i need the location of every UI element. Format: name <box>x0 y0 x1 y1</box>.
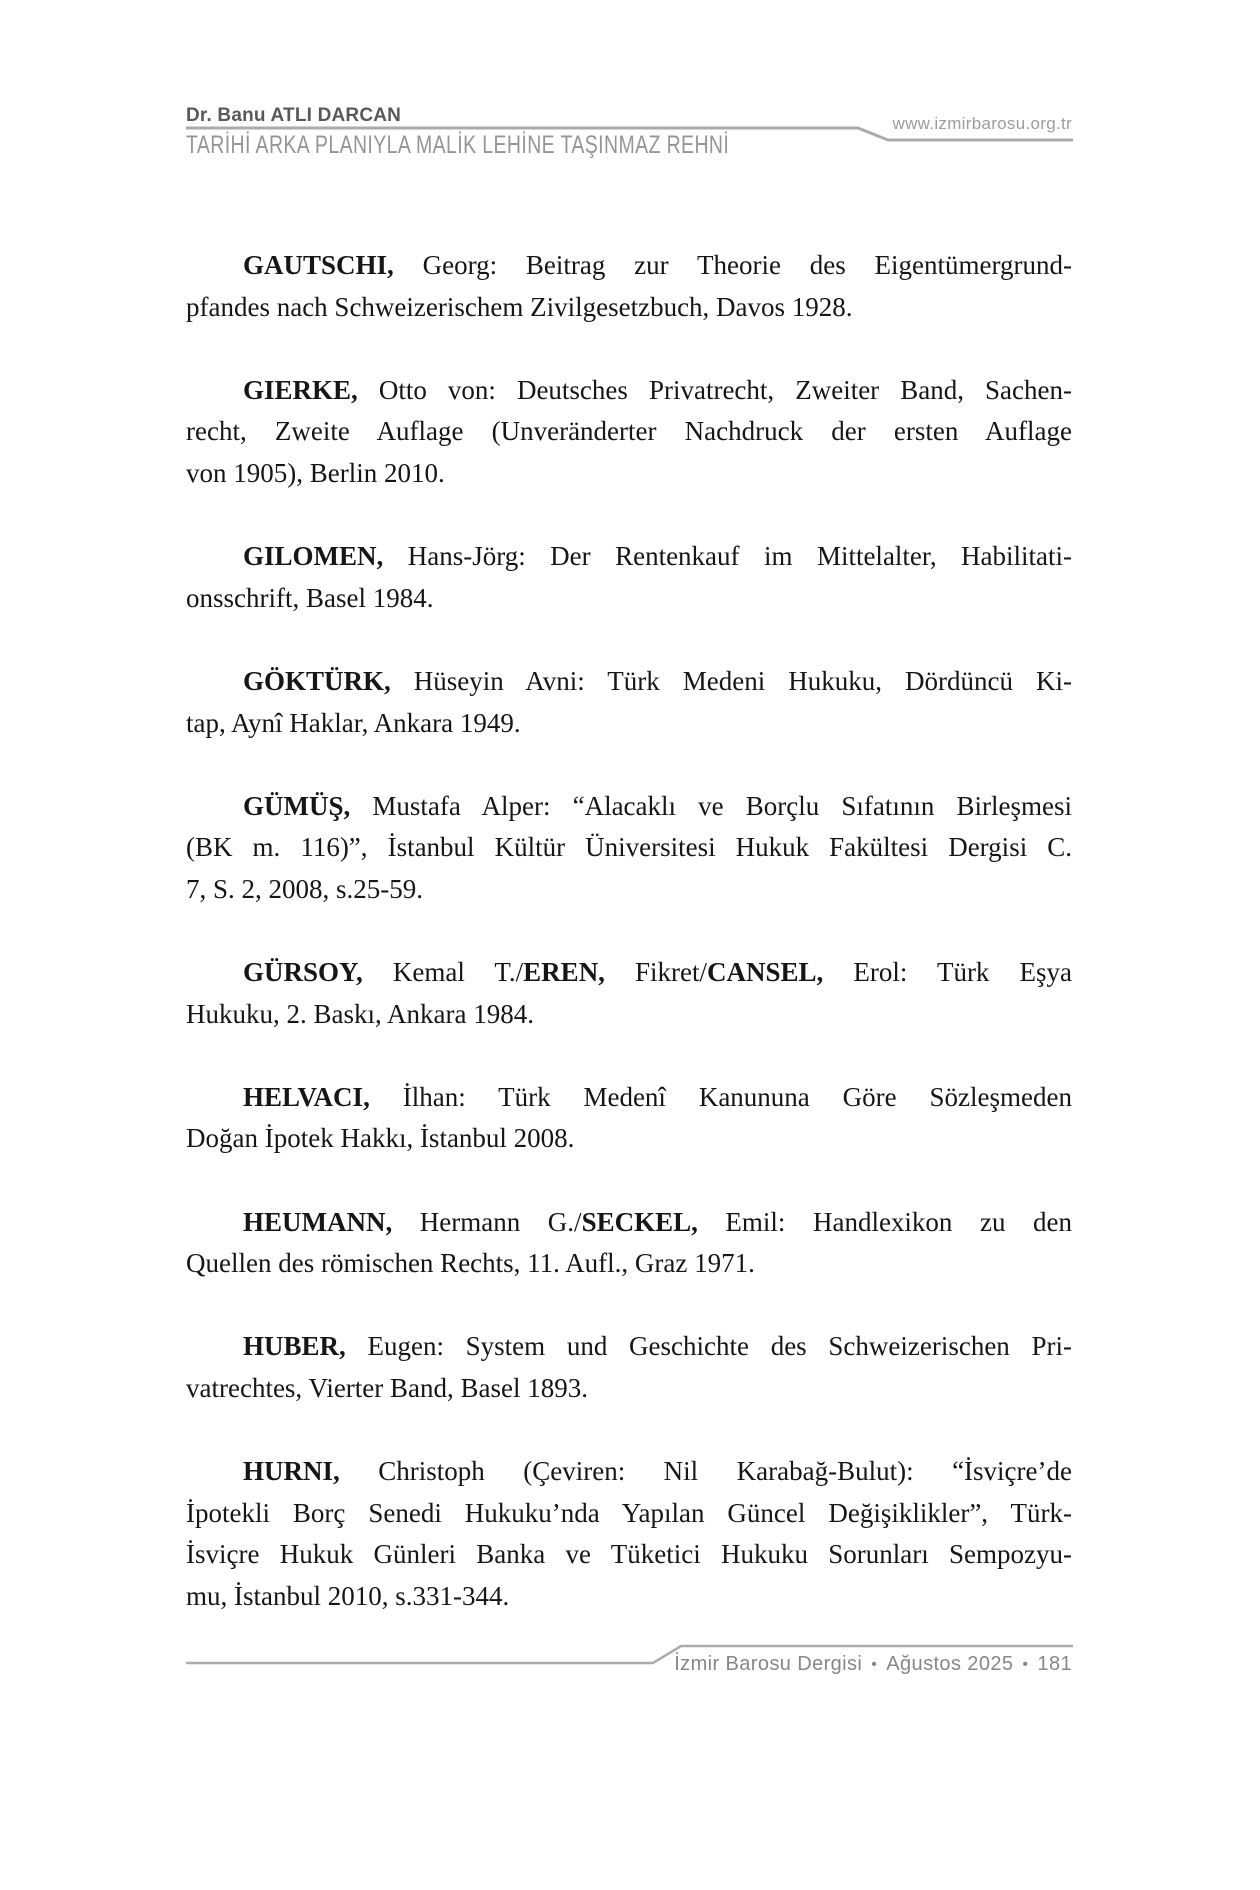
author-surname: GIERKE, <box>243 374 358 405</box>
entry-line <box>186 952 1072 994</box>
page-footer <box>674 1650 1072 1679</box>
entry-text: Doğan İpotek Hakkı, İstanbul 2008. <box>186 1123 575 1154</box>
entry-line <box>186 786 1072 828</box>
author-surname: GILOMEN, <box>243 541 384 572</box>
bibliography <box>186 245 1072 1618</box>
entry-line <box>186 827 1072 869</box>
entry-line <box>186 1576 1072 1618</box>
bibliography-entry <box>186 661 1072 744</box>
author-surname: GÜMÜŞ, <box>243 790 351 821</box>
entry-text: 7, S. 2, 2008, s.25-59. <box>186 873 424 904</box>
bullet-separator: • <box>871 1656 878 1673</box>
entry-line <box>186 536 1072 578</box>
entry-line <box>186 1326 1072 1368</box>
entry-text: İlhan: Türk Medenî Kanununa Göre Sözleşmeden <box>369 1081 1072 1112</box>
entry-text: Kemal T./ <box>362 957 524 988</box>
journal-name: İzmir Barosu Dergisi <box>674 1653 863 1675</box>
entry-line <box>186 1534 1072 1576</box>
entry-text: Mustafa Alper: “Alacaklı ve Borçlu Sıfatının Birleşmesi <box>350 790 1072 821</box>
entry-text: mu, İstanbul 2010, s.331-344. <box>186 1581 510 1611</box>
entry-text: onsschrift, Basel 1984. <box>186 582 434 613</box>
author-name: Dr. Banu ATLI DARCAN <box>186 105 402 126</box>
author-surname: EREN, <box>523 957 605 988</box>
entry-line <box>186 1493 1072 1535</box>
bibliography-entry <box>186 536 1072 619</box>
author-surname: GÜRSOY, <box>243 957 363 988</box>
entry-text: Hukuku, 2. Baskı, Ankara 1984. <box>186 998 534 1029</box>
bibliography-entry <box>186 1451 1072 1617</box>
entry-text: von 1905), Berlin 2010. <box>186 457 445 488</box>
article-title: TARİHİ ARKA PLANIYLA MALİK LEHİNE TAŞINMAZ REHNİ <box>186 131 730 159</box>
entry-text: vatrechtes, Vierter Band, Basel 1893. <box>186 1373 589 1404</box>
entry-text: Hans-Jörg: Der Rentenkauf im Mittelalter, Habilitati- <box>383 541 1072 572</box>
entry-line <box>186 661 1072 703</box>
entry-line <box>186 1118 1072 1160</box>
entry-text: Hermann G./ <box>392 1206 582 1237</box>
entry-line <box>186 1077 1072 1119</box>
entry-text: İsviçre Hukuk Günleri Banka ve Tüketici Hukuku Sorunları Sempozyu- <box>186 1539 1072 1570</box>
bullet-separator: • <box>1022 1656 1029 1673</box>
author-surname: GÖKTÜRK, <box>243 665 391 696</box>
entry-line <box>186 287 1072 329</box>
entry-text: Hüseyin Avni: Türk Medeni Hukuku, Dördüncü Ki- <box>390 665 1072 696</box>
entry-text: Fikret/ <box>604 957 708 988</box>
entry-text: Quellen des römischen Rechts, 11. Aufl., Graz 1971. <box>186 1248 755 1279</box>
bibliography-entry <box>186 1077 1072 1160</box>
entry-line <box>186 1368 1072 1410</box>
entry-line <box>186 1243 1072 1285</box>
entry-text: tap, Aynî Haklar, Ankara 1949. <box>186 707 521 738</box>
entry-text: Christoph (Çeviren: Nil Karabağ-Bulut): “İsviçre’de <box>339 1456 1072 1487</box>
author-surname: GAUTSCHI, <box>243 250 394 280</box>
entry-text: pfandes nach Schweizerischem Zivilgesetzbuch, Davos 1928. <box>186 291 853 322</box>
author-surname: SECKEL, <box>581 1206 698 1237</box>
entry-line <box>186 703 1072 745</box>
bibliography-entry <box>186 952 1072 1035</box>
entry-line <box>186 411 1072 453</box>
author-surname: HURNI, <box>243 1456 340 1487</box>
page-number: 181 <box>1037 1653 1072 1675</box>
entry-line <box>186 994 1072 1036</box>
entry-text: (BK m. 116)”, İstanbul Kültür Üniversitesi Hukuk Fakültesi Dergisi C. <box>186 832 1072 863</box>
bibliography-entry <box>186 1202 1072 1285</box>
entry-text: Erol: Türk Eşya <box>823 957 1072 988</box>
entry-text: Georg: Beitrag zur Theorie des Eigentümergrund- <box>393 250 1072 280</box>
author-surname: HEUMANN, <box>243 1206 393 1237</box>
entry-text: İpotekli Borç Senedi Hukuku’nda Yapılan Güncel Değişiklikler”, Türk- <box>186 1497 1072 1528</box>
author-surname: CANSEL, <box>707 957 824 988</box>
entry-line <box>186 578 1072 620</box>
entry-text: Otto von: Deutsches Privatrecht, Zweiter Band, Sachen- <box>357 374 1072 405</box>
author-surname: HELVACI, <box>243 1081 370 1112</box>
issue-date: Ağustos 2025 <box>886 1653 1014 1675</box>
entry-line <box>186 869 1072 911</box>
entry-text: recht, Zweite Auflage (Unveränderter Nachdruck der ersten Auflage <box>186 416 1072 447</box>
bibliography-entry <box>186 245 1072 328</box>
bibliography-entry <box>186 1326 1072 1409</box>
entry-line <box>186 245 1072 287</box>
entry-line <box>186 1202 1072 1244</box>
entry-line <box>186 370 1072 412</box>
website-url: www.izmirbarosu.org.tr <box>892 114 1072 133</box>
entry-line <box>186 453 1072 495</box>
bibliography-entry <box>186 786 1072 911</box>
author-surname: HUBER, <box>243 1331 346 1362</box>
entry-line <box>186 1451 1072 1493</box>
bibliography-entry <box>186 370 1072 495</box>
entry-text: Emil: Handlexikon zu den <box>697 1206 1072 1237</box>
entry-text: Eugen: System und Geschichte des Schweizerischen Pri- <box>345 1331 1072 1362</box>
